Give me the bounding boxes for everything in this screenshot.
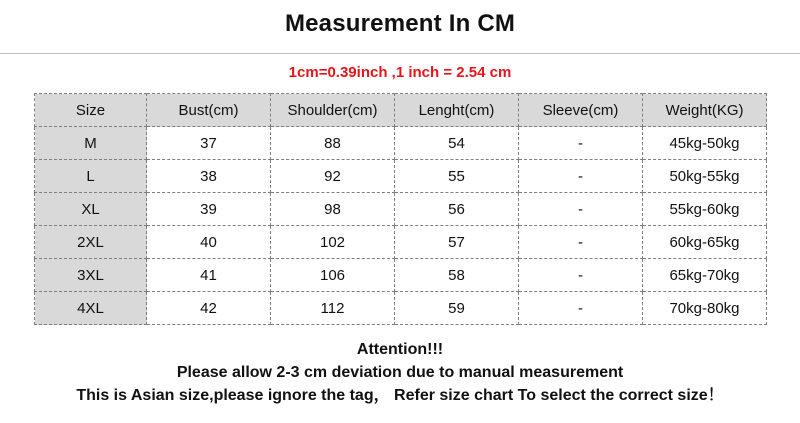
cell-length: 56 (395, 193, 519, 226)
cell-bust: 37 (147, 127, 271, 160)
cell-sleeve: - (519, 193, 643, 226)
table-header-row (35, 94, 767, 127)
deviation-note: Please allow 2-3 cm deviation due to manual measurement (176, 364, 624, 381)
table-row (35, 193, 767, 226)
cell-sleeve: - (519, 127, 643, 160)
table-row (35, 259, 767, 292)
cell-bust: 42 (147, 292, 271, 325)
cell-shoulder: 106 (271, 259, 395, 292)
cell-shoulder: 102 (271, 226, 395, 259)
cell-bust: 41 (147, 259, 271, 292)
cell-weight: 50kg-55kg (643, 160, 767, 193)
cell-sleeve: - (519, 226, 643, 259)
asian-size-note: This is Asian size,please ignore the tag， Refer size chart To select the correct size！ (76, 387, 724, 404)
header-length: Lenght(cm) (395, 94, 519, 127)
header-weight: Weight(KG) (643, 94, 767, 127)
cell-weight: 60kg-65kg (643, 226, 767, 259)
size-chart-table (34, 93, 767, 325)
cell-sleeve: - (519, 160, 643, 193)
cell-weight: 70kg-80kg (643, 292, 767, 325)
cell-bust: 38 (147, 160, 271, 193)
cell-length: 59 (395, 292, 519, 325)
cell-length: 54 (395, 127, 519, 160)
unit-conversion-text: 1cm=0.39inch ,1 inch = 2.54 cm (288, 64, 512, 81)
table-row (35, 160, 767, 193)
cell-size: M (35, 127, 147, 160)
cell-size: 4XL (35, 292, 147, 325)
header-bust: Bust(cm) (147, 94, 271, 127)
cell-bust: 39 (147, 193, 271, 226)
header-shoulder: Shoulder(cm) (271, 94, 395, 127)
cell-shoulder: 92 (271, 160, 395, 193)
cell-bust: 40 (147, 226, 271, 259)
cell-length: 55 (395, 160, 519, 193)
header-sleeve: Sleeve(cm) (519, 94, 643, 127)
table-row (35, 292, 767, 325)
table-row (35, 127, 767, 160)
title-divider (0, 53, 800, 54)
attention-heading: Attention!!! (356, 341, 444, 358)
table-row (35, 226, 767, 259)
page-title: Measurement In CM (284, 10, 516, 37)
cell-size: XL (35, 193, 147, 226)
notes-block (0, 338, 800, 407)
cell-weight: 55kg-60kg (643, 193, 767, 226)
cell-weight: 65kg-70kg (643, 259, 767, 292)
header-size: Size (35, 94, 147, 127)
cell-sleeve: - (519, 259, 643, 292)
cell-size: 3XL (35, 259, 147, 292)
cell-shoulder: 88 (271, 127, 395, 160)
cell-weight: 45kg-50kg (643, 127, 767, 160)
cell-length: 57 (395, 226, 519, 259)
cell-size: 2XL (35, 226, 147, 259)
cell-shoulder: 112 (271, 292, 395, 325)
cell-size: L (35, 160, 147, 193)
cell-length: 58 (395, 259, 519, 292)
cell-shoulder: 98 (271, 193, 395, 226)
cell-sleeve: - (519, 292, 643, 325)
